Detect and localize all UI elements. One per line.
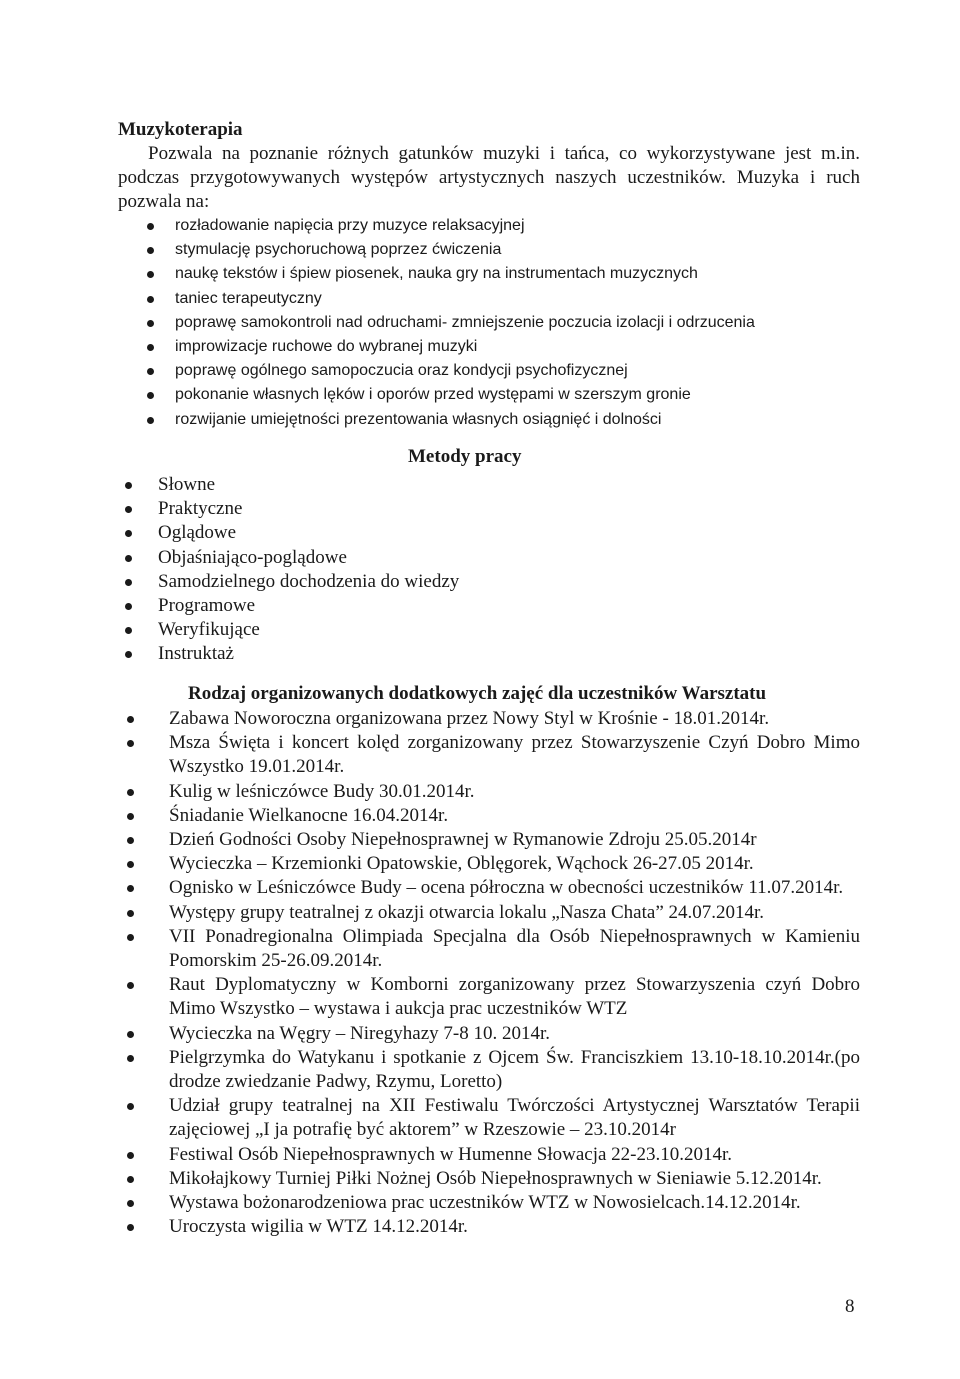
list-item: Dzień Godności Osoby Niepełnosprawnej w Rymanowie Zdroju 25.05.2014r (169, 828, 860, 852)
list-item: Praktyczne (158, 497, 861, 521)
list-item: Uroczysta wigilia w WTZ 14.12.2014r. (169, 1215, 860, 1239)
list-item: Samodzielnego dochodzenia do wiedzy (158, 570, 861, 594)
metody-list (121, 473, 861, 667)
list-item: Objaśniająco-poglądowe (158, 546, 861, 570)
list-item: Oglądowe (158, 521, 861, 545)
rodzaj-zajec-section (123, 682, 860, 1239)
list-item: Msza Święta i koncert kolęd zorganizowany przez Stowarzyszenie Czyń Dobro Mimo Wszystko 19.01.2014r. (169, 731, 860, 779)
list-item: Raut Dyplomatyczny w Komborni zorganizowany przez Stowarzyszenia czyń Dobro Mimo Wszystko – wystawa i aukcja prac uczestników WTZ (169, 973, 860, 1021)
list-item: Wycieczka na Węgry – Niregyhazy 7-8 10. 2014r. (169, 1022, 860, 1046)
list-item: poprawę ogólnego samopoczucia oraz kondycji psychofizycznej (175, 359, 860, 383)
list-item: Mikołajkowy Turniej Piłki Nożnej Osób Niepełnosprawnych w Sieniawie 5.12.2014r. (169, 1167, 860, 1191)
list-item: rozładowanie napięcia przy muzyce relaksacyjnej (175, 214, 860, 238)
list-item: Słowne (158, 473, 861, 497)
list-item: rozwijanie umiejętności prezentowania własnych osiągnięć i dolności (175, 408, 860, 432)
list-item: Instruktaż (158, 642, 861, 666)
list-item: Programowe (158, 594, 861, 618)
list-item: stymulację psychoruchową poprzez ćwiczenia (175, 238, 860, 262)
rodzaj-zajec-list (123, 707, 860, 1239)
metody-heading: Metody pracy (408, 446, 522, 467)
list-item: pokonanie własnych lęków i oporów przed występami w szerszym gronie (175, 383, 860, 407)
rodzaj-zajec-heading: Rodzaj organizowanych dodatkowych zajęć dla uczestników Warsztatu (188, 683, 767, 704)
list-item: Występy grupy teatralnej z okazji otwarcia lokalu „Nasza Chata” 24.07.2014r. (169, 901, 860, 925)
muzykoterapia-section (118, 118, 860, 432)
list-item: Śniadanie Wielkanocne 16.04.2014r. (169, 804, 860, 828)
list-item: Zabawa Noworoczna organizowana przez Nowy Styl w Krośnie - 18.01.2014r. (169, 707, 860, 731)
muzykoterapia-paragraph: Pozwala na poznanie różnych gatunków muzyki i tańca, co wykorzystywane jest m.in. podczas przygotowywanych występów artystycznych naszych uczestników. Muzyka i ruch pozwala na: (118, 143, 860, 212)
muzykoterapia-list (118, 214, 860, 432)
list-item: Festiwal Osób Niepełnosprawnych w Humenne Słowacja 22-23.10.2014r. (169, 1143, 860, 1167)
list-item: naukę tekstów i śpiew piosenek, nauka gry na instrumentach muzycznych (175, 262, 860, 286)
list-item: Wycieczka – Krzemionki Opatowskie, Oblęgorek, Wąchock 26-27.05 2014r. (169, 852, 860, 876)
list-item: Wystawa bożonarodzeniowa prac uczestników WTZ w Nowosielcach.14.12.2014r. (169, 1191, 860, 1215)
list-item: poprawę samokontroli nad odruchami- zmniejszenie poczucia izolacji i odrzucenia (175, 311, 860, 335)
page-number: 8 (845, 1296, 855, 1317)
list-item: improwizacje ruchowe do wybranej muzyki (175, 335, 860, 359)
metody-section (121, 445, 861, 667)
list-item: Udział grupy teatralnej na XII Festiwalu Twórczości Artystycznej Warsztatów Terapii zajęciowej „I ja potrafię być aktorem” w Rzeszowie – 23.10.2014r (169, 1094, 860, 1142)
list-item: Weryfikujące (158, 618, 861, 642)
list-item: Kulig w leśniczówce Budy 30.01.2014r. (169, 780, 860, 804)
list-item: VII Ponadregionalna Olimpiada Specjalna dla Osób Niepełnosprawnych w Kamieniu Pomorskim 25-26.09.2014r. (169, 925, 860, 973)
muzykoterapia-heading: Muzykoterapia (118, 119, 243, 140)
list-item: Pielgrzymka do Watykanu i spotkanie z Ojcem Św. Franciszkiem 13.10-18.10.2014r.(po drodze zwiedzanie Padwy, Rzymu, Loretto) (169, 1046, 860, 1094)
list-item: taniec terapeutyczny (175, 287, 860, 311)
list-item: Ognisko w Leśniczówce Budy – ocena półroczna w obecności uczestników 11.07.2014r. (169, 876, 860, 900)
